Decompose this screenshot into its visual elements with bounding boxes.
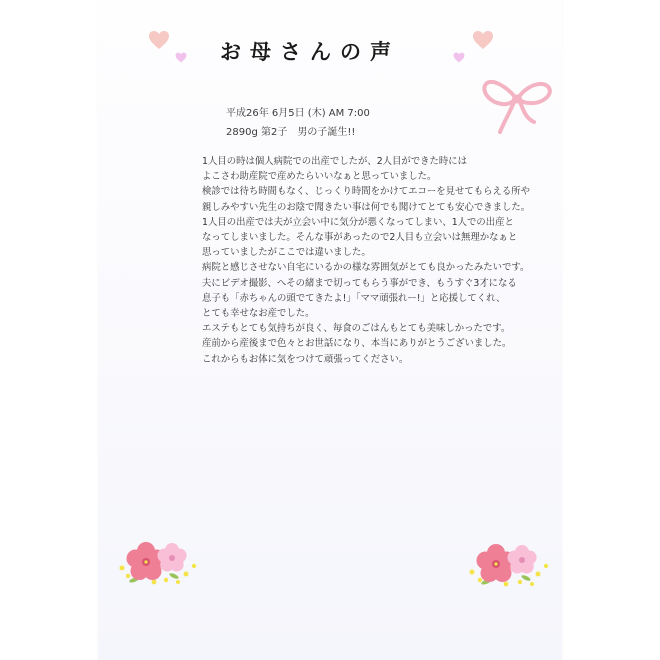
letter-line: 思っていましたがここでは違いました。 xyxy=(202,247,371,259)
page-title: お母さんの声 xyxy=(220,40,400,64)
letter-line: 検診では待ち時間もなく、じっくり時間をかけてエコーを見せてもらえる所や xyxy=(202,186,530,198)
letter-line: エステもとても気持ちが良く、毎食のごはんもとても美味しかったです。 xyxy=(202,323,511,335)
letter-line: 1人目の出産では夫が立会い中に気分が悪くなってしまい、1人での出産と xyxy=(202,216,514,228)
letter-body xyxy=(202,154,558,367)
letter-line: なってしまいました。そんな事があったので2人目も立会いは無理かなぁと xyxy=(202,232,518,244)
heart-icon xyxy=(175,52,187,63)
heart-icon xyxy=(472,30,494,50)
letter-line: 息子も「赤ちゃんの頭でてきたよ!」「ママ頑張れー!」と応援してくれ、 xyxy=(202,292,506,304)
birth-record xyxy=(226,104,370,142)
letter-line: これからもお体に気をつけて頑張ってください。 xyxy=(202,353,409,365)
heart-icon xyxy=(148,30,170,50)
hibiscus-flower-icon xyxy=(114,536,202,588)
letter-line: 親しみやすい先生のお陰で聞きたい事は何でも聞けてとても安心できました。 xyxy=(202,201,531,213)
heart-icon xyxy=(453,52,465,63)
hibiscus-flower-icon xyxy=(464,538,552,590)
letter-line: 産前から産後まで色々とお世話になり、本当にありがとうございました。 xyxy=(202,338,512,350)
letter-line: 夫にビデオ撮影、へその緒まで切ってもらう事ができ、もうすぐ3才になる xyxy=(202,277,517,289)
letter-line: 病院と感じさせない自宅にいるかの様な雰囲気がとても良かったみたいです。 xyxy=(202,262,530,274)
birth-weight-line: 2890g 第2子 男の子誕生!! xyxy=(226,127,356,138)
letter-line: 1人目の時は個人病院での出産でしたが、2人目ができた時には xyxy=(202,156,468,167)
ribbon-bow-icon xyxy=(478,72,556,138)
letter-line: よこさわ助産院で産めたらいいなぁと思っていました。 xyxy=(202,171,437,183)
birth-date-line: 平成26年 6月5日 (木) AM 7:00 xyxy=(226,108,370,119)
letter-line: とても幸せなお産でした。 xyxy=(202,308,315,320)
